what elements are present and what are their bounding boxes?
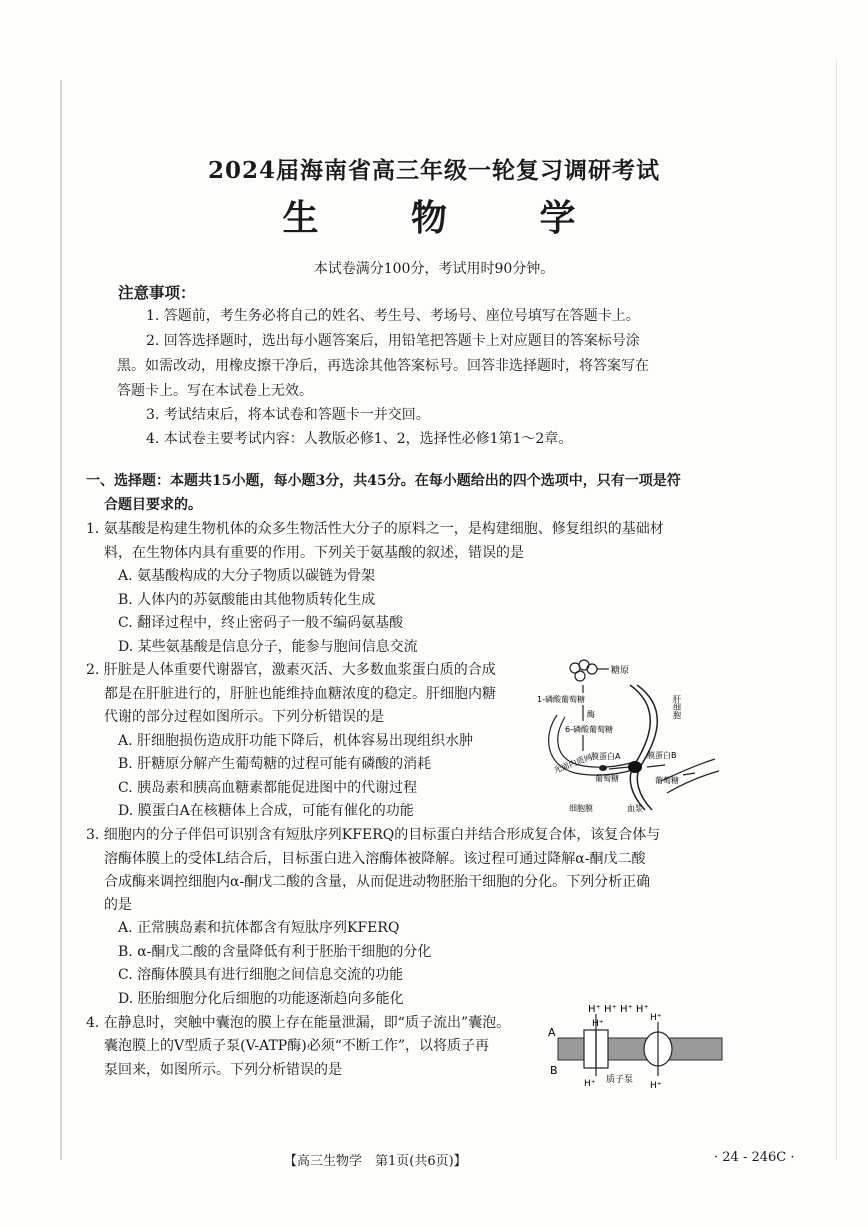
option: D. 某些氨基酸是信息分子，能参与胞间信息交流: [118, 639, 418, 655]
proton-pump-diagram: [546, 1000, 726, 1092]
arrow: [647, 765, 665, 767]
option: D. 膜蛋白A在核糖体上合成，可能有催化的功能: [118, 803, 414, 819]
label-er: 光面内质网: [552, 752, 594, 775]
label-proton: H⁺: [650, 1013, 662, 1023]
leak-channel: [584, 1030, 596, 1068]
glycogen-granule: [575, 671, 585, 681]
leak-channel: [596, 1030, 608, 1068]
exam-title: 2024届海南省高三年级一轮复习调研考试: [207, 157, 660, 184]
question-stem: 代谢的部分过程如图所示。下列分析错误的是: [104, 709, 384, 725]
option: B. 人体内的苏氨酸能由其他物质转化生成: [118, 592, 376, 608]
question-stem: 泵回来，如图所示。下列分析错误的是: [104, 1062, 342, 1078]
option: A. 肝细胞损伤造成肝功能下降后，机体容易出现组织水肿: [118, 733, 474, 749]
label-g1p: 1-磷酸葡萄糖: [537, 695, 585, 704]
question-stem: 2. 肝脏是人体重要代谢器官，激素灭活、大多数血浆蛋白质的合成: [86, 662, 496, 678]
notice-item: 1. 答题前，考生务必将自己的姓名、考生号、考场号、座位号填写在答题卡上。: [146, 308, 640, 324]
question-stem: 1. 氨基酸是构建生物机体的众多生物活性大分子的原料之一，是构建细胞、修复组织的基础材: [86, 521, 664, 537]
question-stem: 料，在生物体内具有重要的作用。下列关于氨基酸的叙述，错误的是: [104, 545, 524, 561]
label-side-b: B: [550, 1064, 558, 1077]
notice-item: 答题卡上。写在本试卷上无效。: [117, 383, 313, 399]
notice-item: 4. 本试卷主要考试内容：人教版必修1、2，选择性必修1第1～2章。: [146, 431, 573, 447]
label-glycogen: 糖原: [611, 666, 630, 676]
option: C. 翻译过程中，终止密码子一般不编码氨基酸: [118, 615, 404, 631]
notice-item: 3. 考试结束后，将本试卷和答题卡一并交回。: [146, 407, 430, 423]
question-stem: 囊泡膜上的V型质子泵(V-ATP酶)必须“不断工作”，以将质子再: [104, 1038, 490, 1054]
glycogen-granule: [587, 664, 597, 674]
notice-item: 2. 回答选择题时，选出每小题答案后，用铅笔把答题卡上对应题目的答案标号涂: [146, 333, 640, 349]
question-stem: 的是: [104, 897, 132, 913]
label-proton: H⁺: [592, 1019, 604, 1029]
label-proton: H⁺: [584, 1079, 596, 1089]
vesicle-membrane: [558, 1038, 722, 1060]
label-side-a: A: [548, 1026, 556, 1039]
section-heading: 合题目要求的。: [104, 497, 202, 513]
exam-note: 本试卷满分100分，考试用时90分钟。: [313, 261, 555, 277]
question-stem: 溶酶体膜上的受体L结合后，目标蛋白进入溶酶体被降解。该过程可通过降解α-酮戊二酸: [104, 851, 646, 867]
label-protein-a: 膜蛋白A: [591, 752, 621, 761]
notice-heading: 注意事项：: [118, 283, 196, 302]
label-proton: H⁺: [650, 1081, 662, 1091]
label-protein-b: 膜蛋白B: [647, 751, 677, 760]
question-stem: 4. 在静息时，突触中囊泡的膜上存在能量泄漏，即“质子流出”囊泡。: [86, 1015, 511, 1031]
subject-title: 生 物 学: [282, 197, 616, 239]
arrow: [609, 767, 629, 769]
label-g6p: 6-磷酸葡萄糖: [565, 725, 613, 734]
notice-item: 黑。如需改动，用橡皮擦干净后，再选涂其他答案标号。回答非选择题时，将答案写在: [117, 358, 649, 374]
option: D. 胚胎细胞分化后细胞的功能逐渐趋向多能化: [118, 991, 404, 1007]
label-glucose: 葡萄糖: [595, 774, 619, 783]
section-heading: 一、选择题：本题共15小题，每小题3分，共45分。在每小题给出的四个选项中，只有一项是符: [86, 473, 681, 489]
membrane-protein-a: [599, 765, 607, 771]
option: A. 正常胰岛素和抗体都含有短肽序列KFERQ: [118, 920, 400, 936]
liver-cell-diagram: [535, 655, 720, 815]
label-liver-cell: 肝细胞: [672, 695, 682, 719]
paper-code: · 24 - 246C ·: [714, 1150, 795, 1165]
question-stem: 合成酶来调控细胞内α-酮戊二酸的含量，从而促进动物胚胎干细胞的分化。下列分析正确: [104, 874, 651, 890]
option: B. α-酮戊二酸的含量降低有利于胚胎干细胞的分化: [118, 944, 432, 960]
label-membrane: 细胞膜: [569, 804, 593, 813]
question-stem: 3. 细胞内的分子伴侣可识别含有短肽序列KFERQ的目标蛋白并结合形成复合体，该复合体与: [86, 827, 661, 843]
option: C. 胰岛素和胰高血糖素都能促进图中的代谢过程: [118, 780, 418, 796]
arrow: [683, 773, 695, 775]
membrane-protein-b: [628, 761, 642, 773]
page-footer: 【高三生物学 第1页(共6页)】: [284, 1154, 467, 1169]
label-enzyme: 酶: [587, 710, 595, 719]
option: B. 肝糖原分解产生葡萄糖的过程可能有磷酸的消耗: [118, 756, 432, 772]
label-protons: H⁺ H⁺ H⁺ H⁺: [588, 1004, 649, 1015]
label-glucose: 葡萄糖: [655, 776, 679, 785]
fold-line: [60, 80, 62, 1160]
question-stem: 都是在肝脏进行的，肝脏也能维持血糖浓度的稳定。肝细胞内糖: [104, 686, 496, 702]
label-pump: 质子泵: [606, 1075, 634, 1085]
option: C. 溶酶体膜具有进行细胞之间信息交流的功能: [118, 967, 404, 983]
option: A. 氨基酸构成的大分子物质以碳链为骨架: [118, 568, 376, 584]
label-plasma: 血浆: [627, 804, 643, 813]
